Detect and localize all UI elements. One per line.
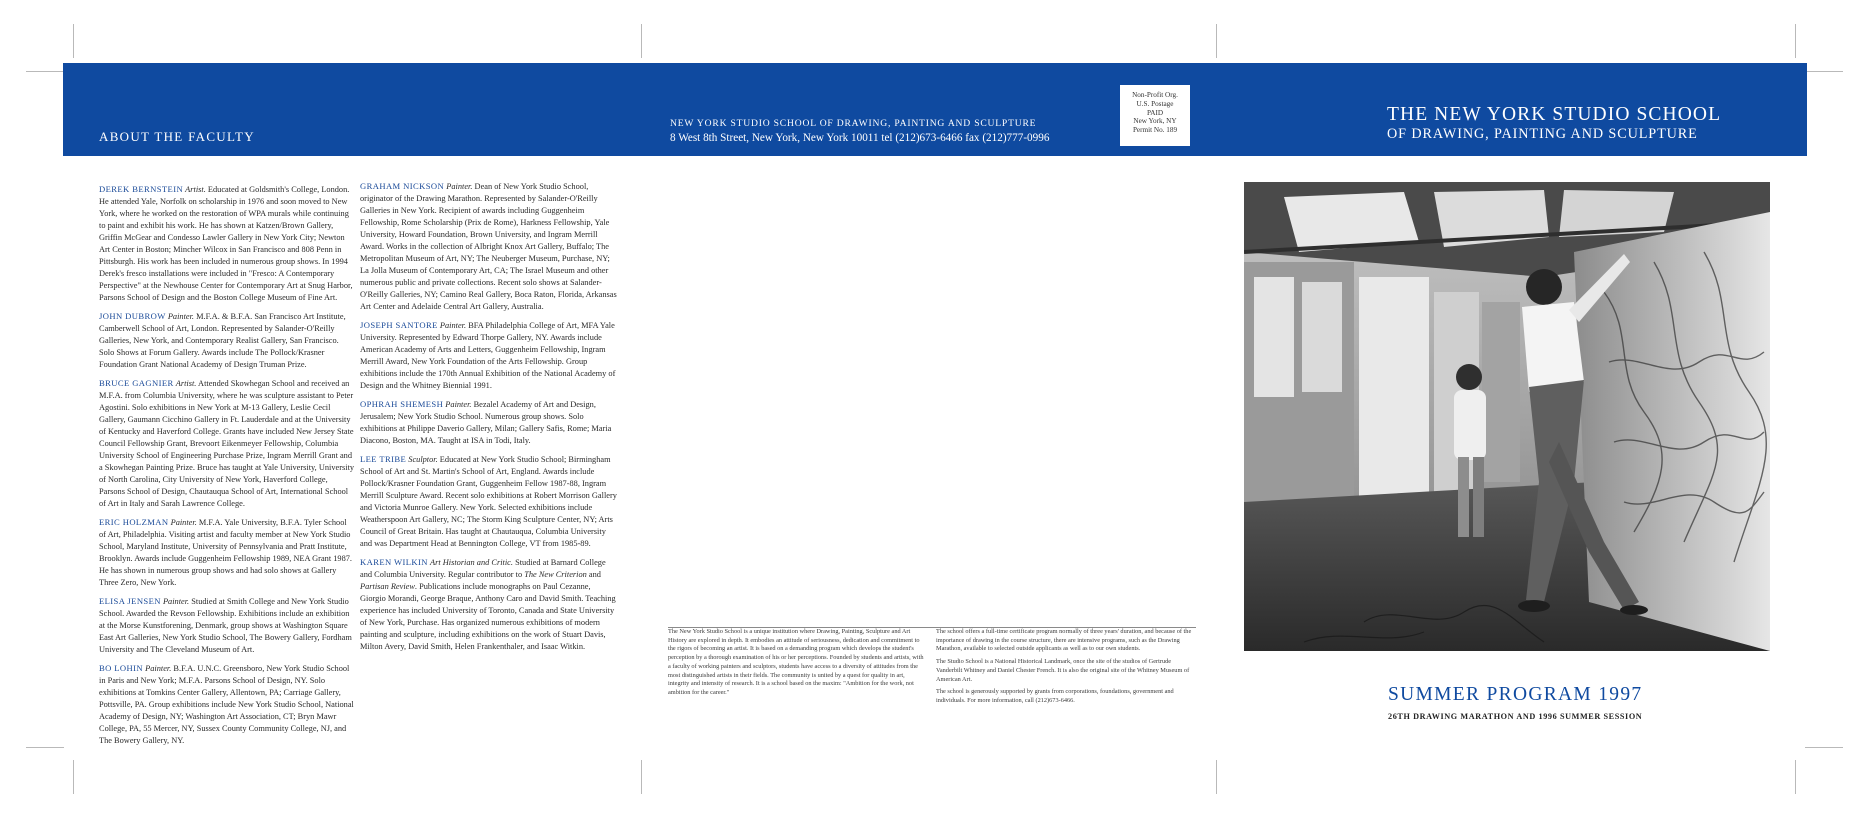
fold-mark bbox=[641, 24, 642, 58]
studio-photo bbox=[1244, 182, 1770, 651]
faculty-bio: M.F.A. & B.F.A. San Francisco Art Institute, Camberwell School of Art, London. Represented by Salander-O'Reilly Galleries, New York, and Contemporary Realist Gallery, San Francisco. Solo Shows at Forum Gallery. Awards include The Pollock/Krasner Foundation Grant National Academy of Design Truman Prize. bbox=[99, 312, 346, 369]
faculty-entry bbox=[99, 516, 355, 589]
mission-column-2 bbox=[936, 628, 1195, 710]
crop-mark bbox=[73, 24, 74, 58]
about-faculty-heading: ABOUT THE FACULTY bbox=[99, 129, 255, 144]
faculty-entry bbox=[360, 319, 618, 392]
faculty-entry bbox=[99, 183, 355, 304]
fold-mark bbox=[641, 760, 642, 794]
indicia-line: PAID bbox=[1146, 108, 1164, 117]
mission-paragraph: The school is generously supported by grants from corporations, foundations, government and individuals. For more information, call (212)673-6466. bbox=[936, 688, 1174, 704]
faculty-entry bbox=[360, 180, 618, 313]
faculty-title: Painter. bbox=[162, 597, 190, 606]
indicia-line: U.S. Postage bbox=[1136, 99, 1174, 108]
faculty-name: JOSEPH SANTORE bbox=[360, 320, 438, 330]
faculty-bio: Educated at Goldsmith's College, London. He attended Yale, Norfolk on scholarship in 1976 and soon moved to New York, where he worked on the restoration of WPA murals while continuing to paint and exhibit his work. He has shown at Katzen/Brown Gallery, Griffin McGear and Condesso Lawler Gallery in New York City; Newton Art Center in Boston; Mincher Wilcox in San Francisco and 808 Penn in Pittsburgh. His work has been included in numerous group shows. In 1994 Derek's fresco installations were included in "Fresco: A Contemporary Perspective" at the Newhouse Center for Contemporary Art at Snug Harbor, Parsons School of Design and the Boston College Museum of Fine Art. bbox=[99, 185, 353, 302]
faculty-bio: and bbox=[586, 570, 601, 579]
indicia-line: Non-Profit Org. bbox=[1132, 91, 1178, 99]
faculty-bio: Dean of New York Studio School, originator of the Drawing Marathon. Represented by Salander-O'Reilly Galleries in New York. Recipient of awards including Guggenheim Fellowship, Rome Scholarship (Prix de Rome), Harkness Fellowship, Yale University, Howard Foundation, Brown University, and Ingram Merrill Award. Works in the collection of Albright Knox Art Gallery, Buffalo; The Metropolitan Museum of Art, NY; The Neuberger Museum, Purchase, NY; La Jolla Museum of Contemporary Art, CA; The Israel Museum and other numerous public and private collections. Recent solo shows at Salander-O'Reilly Galleries, NY; Camino Real Gallery, Boca Raton, Florida, Arkansas Art Center and Adelaide Central Art Gallery, Australia. bbox=[360, 182, 617, 311]
faculty-bio: Studied at Smith College and New York Studio School. Awarded the Revson Fellowship. Exhibitions include an exhibition at the Morse Kunstforening, Denmark, group shows at Washington Square East Art Galleries, New York Studio School, The Bowery Gallery, Fordham University and The Cleveland Museum of Art. bbox=[99, 597, 352, 654]
faculty-title: Artist. bbox=[185, 185, 206, 194]
faculty-entry bbox=[99, 377, 355, 510]
faculty-title: Painter. bbox=[446, 182, 473, 191]
faculty-name: OPHRAH SHEMESH bbox=[360, 399, 444, 409]
faculty-bio: M.F.A. Yale University, B.F.A. Tyler School of Art, Philadelphia. Visiting artist and faculty member at New York Studio School, Maryland Institute, University of Pennsylvania and Pratt Institute, Brooklyn. Awards include Guggenheim Fellowship 1989, NEA Grant 1987. He has shown in numerous group shows and had solo shows at Gallery Three Zero, New York. bbox=[99, 518, 352, 587]
crop-mark bbox=[1805, 747, 1843, 748]
fold-mark bbox=[1216, 760, 1217, 794]
faculty-bio: BFA Philadelphia College of Art, MFA Yale University. Represented by Edward Thorpe Gallery, NY. Awards include American Academy of Arts and Letters, Guggenheim Fellowship, Ingram Merrill Award, New York Foundation of the Arts Fellowship. Group exhibitions include the 170th Annual Exhibition of the National Academy of Design and the Whitney Biennial 1991. bbox=[360, 321, 616, 390]
faculty-name: BO LOHIN bbox=[99, 663, 144, 673]
faculty-bio: . Publications include monographs on Paul Cezanne, Giorgio Morandi, George Braque, Anthony Caro and David Smith. Teaching experience has included University of Toronto, Canada and State University of New York, Purchase. Has organized numerous exhibitions of modern painting and sculpture, including exhibitions on the work of Stuart Davis, Milton Avery, David Smith, Helen Frankenthaler, and Isaac Witkin. bbox=[360, 582, 616, 651]
faculty-bio: Educated at New York Studio School; Birmingham School of Art and St. Martin's School of Art, England. Awards include Pollock/Krasner Foundation Grant, Guggenheim Fellow 1987-88, Ingram Merrill Sculpture Award. Recent solo exhibitions at Robert Morrison Gallery and Victoria Munroe Gallery. New York. Selected exhibitions include Weatherspoon Art Gallery, NC; The Storm King Sculpture Center, NY; Arts Council of Great Britain. Has taught at Chautauqua, Columbia University and was Department Head at Bennington College, VT from 1985-89. bbox=[360, 455, 617, 548]
mission-paragraph: The New York Studio School is a unique institution where Drawing, Painting, Sculpture and Art History are explored in depth. It embodies an attitude of seriousness, dedication and commitment to the rigors of becoming an artist. It is based on a demanding program which develops the student's perception by a thorough examination of his or her perceptions. Founded by students and artists, with a faculty of working painters and sculptors, students have access to a diversity of attitudes from the most distinguished artists in their fields. The community is united by a quest for quality in art, integrity and intensity of research. It is a school based on the maxim: "Ambition for the work, not ambition for the career." bbox=[668, 628, 924, 696]
crop-mark bbox=[1795, 760, 1796, 794]
faculty-bio: Bezalel Academy of Art and Design, Jerusalem; New York Studio School. Numerous group shows. Solo exhibitions at Philippe Daverio Gallery, Milan; Gallery Safis, Rome; Maria Diacono, Boston, MA. Taught at ISA in Todi, Italy. bbox=[360, 400, 612, 445]
faculty-title: Artist. bbox=[175, 379, 197, 388]
faculty-bio: B.F.A. U.N.C. Greensboro, New York Studio School in Paris and New York; M.F.A. Parsons School of Design, NY. Solo exhibitions at Tomkins Center Gallery, Allentown, PA; Carriage Gallery, Pottsville, PA. Group exhibitions include New York Studio School, National Academy of Design, NY; Washington Art Association, CT; Bryn Mawr College, PA, 55 Mercer, NY, Sussex County Community College, NJ, and The Bowery Gallery, NY. bbox=[99, 664, 354, 745]
faculty-name: ERIC HOLZMAN bbox=[99, 517, 169, 527]
crop-mark bbox=[26, 71, 64, 72]
faculty-bio: Studied at Barnard College and Columbia University. Regular contributor to bbox=[360, 558, 606, 579]
faculty-column-2 bbox=[360, 180, 618, 659]
faculty-entry bbox=[360, 453, 618, 550]
faculty-name: DEREK BERNSTEIN bbox=[99, 184, 184, 194]
summer-program-subtitle: 26TH DRAWING MARATHON AND 1996 SUMMER SESSION bbox=[1388, 712, 1643, 721]
faculty-entry bbox=[99, 310, 355, 371]
faculty-entry bbox=[360, 556, 618, 653]
faculty-bio: Attended Skowhegan School and received an M.F.A. from Columbia University, where he was sculpture assistant to Peter Agostini. Solo exhibitions in New York at M-13 Gallery, Leslie Cecil Gallery, Gaumann Cicchino Gallery in Ft. Lauderdale and at the University of Kentucky and Haverford College. Grants have included New Jersey State Council Fellowship Grant, Brevoort Eikenmeyer Fellowship, Columbia University School of Engineering Purchase Prize, Ingram Merrill Grant and a Skowhegan Painting Prize. Bruce has taught at Yale University, University of North Carolina, City University of New York, Haverford College, Parsons School of Design, Chautauqua School of Art, International School of Art in Italy and Sarah Lawrence College. bbox=[99, 379, 355, 508]
mission-column-1 bbox=[668, 628, 926, 702]
faculty-name: JOHN DUBROW bbox=[99, 311, 166, 321]
faculty-title: Painter. bbox=[439, 321, 467, 330]
school-address: 8 West 8th Street, New York, New York 10011 tel (212)673-6466 fax (212)777-0996 bbox=[670, 132, 1050, 144]
faculty-title: Art Historian and Critic. bbox=[429, 558, 513, 567]
summer-program-title: SUMMER PROGRAM 1997 bbox=[1388, 684, 1643, 705]
indicia-line: Permit No. 189 bbox=[1132, 126, 1178, 135]
faculty-title: Painter. bbox=[170, 518, 197, 527]
faculty-entry bbox=[99, 662, 355, 747]
faculty-entry bbox=[99, 595, 355, 656]
school-name: NEW YORK STUDIO SCHOOL OF DRAWING, PAINTING AND SCULPTURE bbox=[670, 118, 1037, 129]
crop-mark bbox=[73, 760, 74, 794]
faculty-title: Painter. bbox=[445, 400, 472, 409]
crop-mark bbox=[1795, 24, 1796, 58]
faculty-title: Painter. bbox=[167, 312, 195, 321]
faculty-title: Painter. bbox=[145, 664, 172, 673]
title-line-1: THE NEW YORK STUDIO SCHOOL bbox=[1387, 104, 1722, 125]
fold-mark bbox=[1216, 24, 1217, 58]
faculty-column-1 bbox=[99, 183, 355, 753]
publication-title: The New Criterion bbox=[524, 570, 587, 579]
crop-mark bbox=[1805, 71, 1843, 72]
school-contact bbox=[670, 118, 1049, 144]
publication-title: Partisan Review bbox=[360, 582, 415, 591]
faculty-entry bbox=[360, 398, 618, 447]
faculty-title: Sculptor. bbox=[408, 455, 438, 464]
faculty-name: LEE TRIBE bbox=[360, 454, 407, 464]
mission-paragraph: The Studio School is a National Historical Landmark, once the site of the studios of Gertrude Vanderbilt Whitney and Daniel Chester French. It is also the original site of the Whitney Museum of American Art. bbox=[936, 658, 1190, 683]
indicia-line: New York, NY bbox=[1133, 117, 1177, 126]
title-line-2: OF DRAWING, PAINTING AND SCULPTURE bbox=[1387, 126, 1698, 142]
faculty-name: ELISA JENSEN bbox=[99, 596, 161, 606]
crop-mark bbox=[26, 747, 64, 748]
faculty-name: BRUCE GAGNIER bbox=[99, 378, 174, 388]
mission-paragraph: The school offers a full-time certificate program normally of three years' duration, and because of the importance of drawing in the course structure, there are intensive programs, such as the Drawing Marathon, available to selected outside applicants as well as to our own students. bbox=[936, 628, 1192, 653]
postage-indicia bbox=[1120, 85, 1190, 146]
faculty-name: GRAHAM NICKSON bbox=[360, 181, 445, 191]
faculty-name: KAREN WILKIN bbox=[360, 557, 428, 567]
brochure-title bbox=[1387, 104, 1721, 143]
